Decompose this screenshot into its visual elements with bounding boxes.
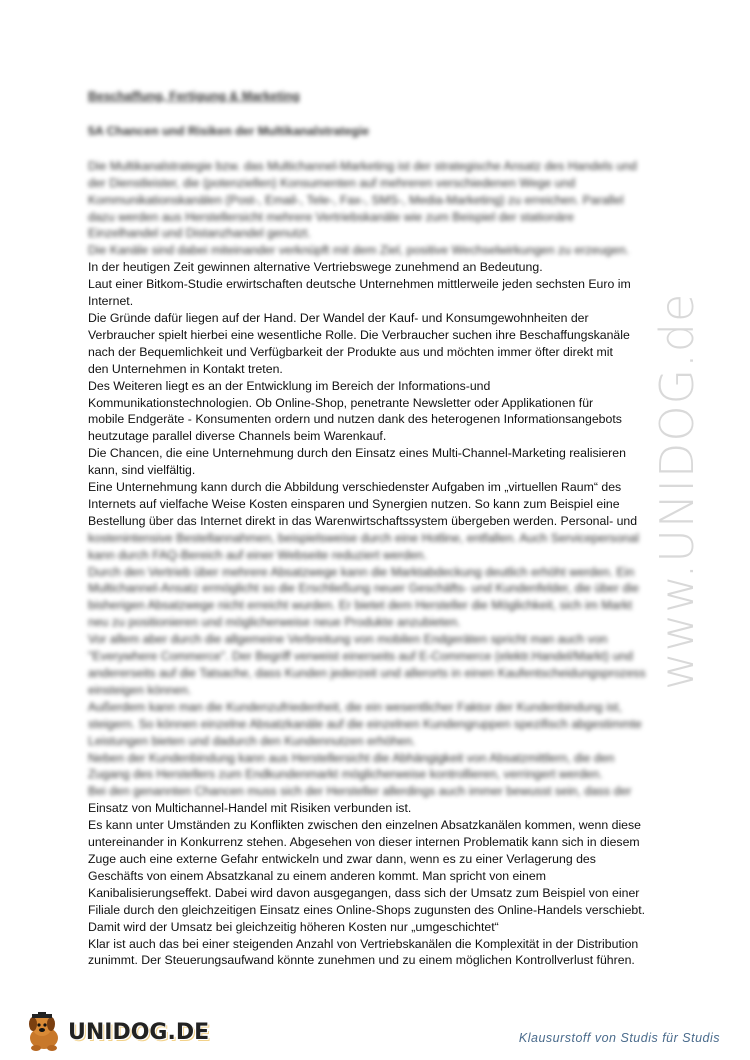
text-line: untereinander in Konkurrenz stehen. Abgesehen von dieser internen Problematik kann sich in diesem (88, 835, 640, 850)
section-heading: 5A Chancen und Risiken der Multikanalstrategie (88, 123, 370, 138)
text-line: Kommunikationskanälen (Post-, Email-, Tele-, Fax-, SMS-, Media-Marketing) zu erreichen. Parallel (88, 192, 624, 207)
text-line: Zuge auch eine externe Gefahr entwickeln und zwar dann, wenn es zu einer Verlagerung des (88, 851, 596, 866)
text-line: "Everywhere Commerce". Der Begriff verweist einerseits auf E-Commerce (elektr.Handel/Markt) und (88, 649, 633, 664)
text-line: Außerdem kann man die Kundenzufriedenheit, die ein wesentlicher Faktor der Kundenbindung ist, (88, 699, 622, 714)
text-line: In der heutigen Zeit gewinnen alternative Vertriebswege zunehmend an Bedeutung. (88, 260, 543, 275)
text-line: dazu werden aus Herstellersicht mehrere Vertriebskanäle wie zum Beispiel der stationäre (88, 209, 574, 224)
footer-tagline: Klausurstoff von Studis für Studis (518, 1031, 720, 1045)
text-line: Multichannel-Ansatz ermöglicht so die Erschließung neuer Geschäfts- und Kundenfelder, die über die (88, 581, 639, 596)
text-line: heutzutage parallel diverse Channels beim Warenkauf. (88, 429, 387, 444)
text-line: Einzelhandel und Distanzhandel genutzt. (88, 226, 311, 241)
text-line: der Dienstleister, die (potenziellen) Konsumenten auf mehreren verschiedenen Wege und (88, 175, 576, 190)
text-line: Eine Unternehmung kann durch die Abbildung verschiedenster Aufgaben im „virtuellen Raum“ des (88, 480, 622, 495)
text-line: neu zu positionieren und möglicherweise neue Produkte anzubieten. (88, 615, 461, 630)
text-line: Kommunikationstechnologien. Ob Online-Shop, penetrante Newsletter oder Applikationen für (88, 395, 594, 410)
blurred-paragraph-top (88, 158, 678, 259)
visible-paragraph-middle (88, 259, 678, 530)
text-line: Die Chancen, die eine Unternehmung durch den Einsatz eines Multi-Channel-Marketing realisieren (88, 446, 626, 461)
text-line: Internet. (88, 294, 134, 309)
text-line: Laut einer Bitkom-Studie erwirtschaften deutsche Unternehmen mittlerweile jeden sechsten Euro im (88, 277, 631, 292)
text-line: kostenintensive Bestellannahmen, beispielsweise durch eine Hotline, entfallen. Auch Servicepersonal (88, 530, 639, 545)
text-line: Es kann unter Umständen zu Konflikten zwischen den einzelnen Absatzkanälen kommen, wenn diese (88, 818, 642, 833)
watermark-text: www.UNIDOG.de (650, 292, 704, 690)
text-line: bisherigen Absatzwege nicht erreicht wurden. Er bietet dem Hersteller die Möglichkeit, sich im Markt (88, 598, 633, 613)
text-line: Neben der Kundenbindung kann aus Herstellersicht die Abhängigkeit von Absatzmittlern, die den (88, 750, 615, 765)
logo-wordmark: UNIDOG.DE (68, 1019, 210, 1045)
text-line: Die Gründe dafür liegen auf der Hand. Der Wandel der Kauf- und Konsumgewohnheiten der (88, 310, 589, 325)
text-line: Bestellung über das Internet direkt in das Warenwirtschaftssystem übergeben werden. Personal- und (88, 513, 638, 528)
text-line: zunimmt. Der Steuerungsaufwand könnte zunehmen und zu einem möglichen Kontrollverlust führen. (88, 953, 635, 968)
text-line: Einsatz von Multichannel-Handel mit Risiken verbunden ist. (88, 801, 412, 816)
text-line: den Unternehmen in Kontakt treten. (88, 361, 283, 376)
document-title: Beschaffung, Fertigung & Marketing (88, 89, 300, 103)
document-content (88, 88, 678, 969)
text-line: steigern. So können einzelne Absatzkanäle auf die einzelnen Kundengruppen spezifisch abgestimmte (88, 716, 642, 731)
text-line: Zugang des Herstellers zum Endkundenmarkt möglicherweise kontrollieren, verringert werden. (88, 767, 603, 782)
text-line: einsteigen können. (88, 682, 192, 697)
text-line: kann, sind vielfältig. (88, 463, 196, 478)
text-line: Geschäfts von einem Absatzkanal zu einem anderen kommt. Man spricht von einem (88, 868, 546, 883)
text-line: Filiale durch den gleichzeitigen Einsatz eines Online-Shops zugunsten des Online-Handels verschiebt. (88, 902, 646, 917)
text-line: Durch den Vertrieb über mehrere Absatzwege kann die Marktabdeckung deutlich erhöht werden. Ein (88, 564, 635, 579)
text-line: Klar ist auch das bei einer steigenden Anzahl von Vertriebskanälen die Komplexität in der Distribution (88, 936, 639, 951)
text-line: Damit wird der Umsatz bei gleichzeitig höheren Kosten nur „umgeschichtet“ (88, 919, 499, 934)
unidog-logo (22, 1012, 209, 1052)
text-line: nach der Bequemlichkeit und Verfügbarkeit der Produkte aus und möchten immer öfter direkt mit (88, 344, 613, 359)
visible-paragraph-bottom (88, 800, 678, 969)
text-line: Kanibalisierungseffekt. Dabei wird davon ausgegangen, dass sich der Umsatz zum Beispiel von einer (88, 885, 640, 900)
dog-mascot-icon (22, 1012, 66, 1052)
text-line: Leistungen bieten und dadurch den Kundennutzen erhöhen. (88, 733, 416, 748)
text-line: Die Multikanalstrategie bzw. das Multichannel-Marketing ist der strategische Ansatz des Handels und (88, 158, 637, 173)
text-line: Internets auf vielfache Weise Kosten einsparen und Synergien nutzen. So kann zum Beispiel eine (88, 496, 620, 511)
text-line: Bei den genannten Chancen muss sich der Hersteller allerdings auch immer bewusst sein, dass der (88, 784, 632, 799)
text-line: Vor allem aber durch die allgemeine Verbreitung von mobilen Endgeräten spricht man auch von (88, 632, 608, 647)
text-line: kann durch FAQ-Bereich auf einer Webseite reduziert werden. (88, 547, 427, 562)
text-line: mobile Endgeräte - Konsumenten ordern und nutzen dank des heterogenen Informationsangebots (88, 412, 622, 427)
text-line: Verbraucher spielt hierbei eine wesentliche Rolle. Die Verbraucher suchen ihre Beschaffungskanäle (88, 327, 630, 342)
text-line: Die Kanäle sind dabei miteinander verknüpft mit dem Ziel, positive Wechselwirkungen zu erzeugen. (88, 243, 630, 258)
blurred-paragraph-middle (88, 530, 678, 801)
text-line: Des Weiteren liegt es an der Entwicklung im Bereich der Informations-und (88, 378, 491, 393)
text-line: andererseits auf die Tatsache, dass Kunden jederzeit und allerorts in einen Kaufentscheidungsprozess (88, 666, 646, 680)
